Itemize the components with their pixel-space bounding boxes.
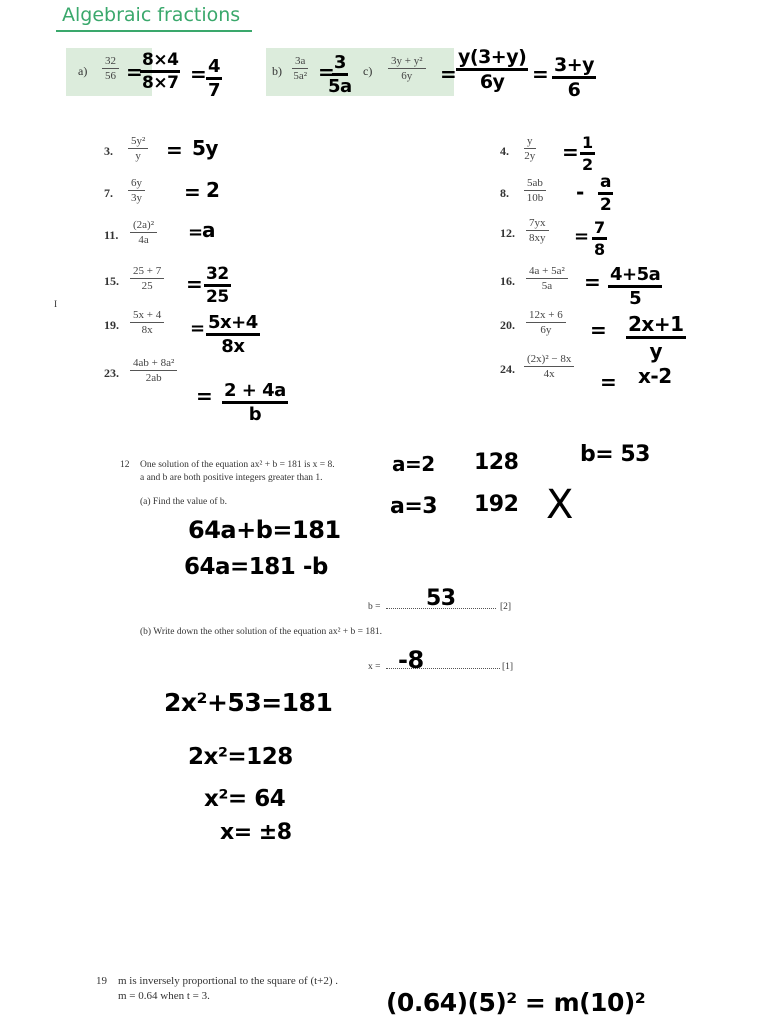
question-number: 11. (104, 228, 119, 242)
example-c-working: y(3+y) 6y (458, 46, 527, 93)
problem19-statement-2: m = 0.64 when t = 3. (118, 990, 210, 1002)
question-number: 16. (500, 274, 515, 288)
question-fraction: $\frac{\text{4a + 5a²}}{5a}$ (526, 265, 568, 292)
side-work-v1: 128 (474, 450, 519, 475)
side-work-v2: 192 (474, 492, 519, 517)
question-number: 3. (104, 144, 113, 158)
page-title: Algebraic fractions (62, 4, 241, 26)
title-underline (56, 30, 252, 32)
example-a-answer: 4 7 (208, 56, 221, 101)
side-work-b: b= 53 (580, 442, 650, 467)
example-b-answer: 3 5a (328, 52, 352, 97)
question-number: 19. (104, 318, 119, 332)
answer-equals: - (576, 180, 584, 204)
problem12-statement-2: a and b are both positive integers greater than 1. (140, 473, 323, 483)
question-fraction: $\frac{\text{(2x)² − 8x}}{4x}$ (524, 353, 574, 380)
question-answer: 5y (192, 136, 218, 160)
example-a-equals-1: = (126, 60, 143, 84)
answer-equals: = (166, 138, 183, 162)
example-c-fraction: $\frac{\text{3y + y²}}{6y}$ (388, 55, 426, 82)
working-b-line-2: 2x²=128 (188, 744, 293, 770)
question-number: 20. (500, 318, 515, 332)
answer-equals: = (196, 384, 213, 408)
working-b-line-4: x= ±8 (220, 820, 292, 845)
problem12-statement: One solution of the equation ax² + b = 181 is x = 8. (140, 460, 335, 470)
problem12-number: 12 (120, 460, 130, 470)
question-answer: 2x+1 y (628, 312, 684, 363)
question-answer: a (202, 218, 215, 242)
b-marks: [2] (500, 602, 512, 612)
example-a-equals-2: = (190, 62, 207, 86)
answer-equals: = (600, 370, 617, 394)
working-a-line-2: 64a=181 -b (184, 554, 328, 580)
answer-equals: = (562, 140, 579, 164)
x-answer-label: x = (368, 662, 381, 672)
b-answer-value: 53 (426, 586, 456, 611)
answer-equals: = (188, 222, 203, 243)
example-c-answer: 3+y 6 (554, 54, 595, 101)
question-answer: x-2 (638, 364, 672, 388)
example-a-working: 8×4 8×7 (142, 50, 179, 93)
answer-equals: = (590, 318, 607, 342)
question-fraction: $\frac{6y}{3y}$ (128, 177, 145, 204)
question-number: 4. (500, 144, 509, 158)
problem12-part-b: (b) Write down the other solution of the equation ax² + b = 181. (140, 627, 383, 637)
question-fraction: $\frac{5ab}{10b}$ (524, 177, 546, 204)
question-fraction: $\frac{5x + 4}{8x}$ (130, 309, 164, 336)
question-answer: 32 25 (206, 264, 229, 307)
question-answer: 1 2 (582, 133, 593, 174)
question-number: 7. (104, 186, 113, 200)
question-fraction: $\frac{25 + 7}{25}$ (130, 265, 164, 292)
example-b-fraction: $\frac{3a}{\text{5a²}}$ (293, 55, 308, 82)
example-c-equals-1: = (440, 62, 457, 86)
working-b-line-3: x²= 64 (204, 786, 286, 812)
x-answer-value: -8 (398, 646, 424, 674)
working-b-line-1: 2x²+53=181 (164, 688, 333, 717)
cross-mark: X (546, 482, 574, 528)
side-work-a1: a=2 (392, 452, 435, 476)
question-number: 12. (500, 226, 515, 240)
b-answer-label: b = (368, 602, 381, 612)
problem19-number: 19 (96, 975, 107, 987)
question-number: 23. (104, 366, 119, 380)
question-fraction: $\frac{\text{5y²}}{y}$ (128, 135, 148, 162)
question-fraction: $\frac{7yx}{8xy}$ (526, 217, 549, 244)
question-fraction: $\frac{\text{4ab + 8a²}}{2ab}$ (130, 357, 177, 384)
example-b-equals: = (318, 60, 335, 84)
question-answer: 4+5a 5 (610, 264, 661, 309)
answer-equals: = (184, 180, 201, 204)
question-answer: 2 + 4a b (224, 380, 286, 425)
problem19-working: (0.64)(5)² = m(10)² (386, 988, 646, 1017)
example-c-equals-2: = (532, 62, 549, 86)
example-a-fraction: $\frac{32}{56}$ (102, 55, 119, 82)
example-b-label: b) (272, 64, 282, 78)
side-work-a2: a=3 (390, 494, 438, 519)
answer-equals: = (584, 270, 601, 294)
margin-mark: I (54, 300, 58, 310)
question-answer: 7 8 (594, 218, 605, 259)
question-number: 15. (104, 274, 119, 288)
question-number: 24. (500, 362, 515, 376)
answer-equals: = (186, 272, 203, 296)
problem12-part-a: (a) Find the value of b. (140, 497, 228, 507)
question-number: 8. (500, 186, 509, 200)
answer-equals: = (190, 318, 205, 339)
answer-equals: = (574, 226, 589, 247)
question-fraction: $\frac{y}{2y}$ (524, 135, 536, 162)
question-answer: 5x+4 8x (208, 312, 258, 357)
working-a-line-1: 64a+b=181 (188, 516, 341, 544)
question-fraction: $\frac{12x + 6}{6y}$ (526, 309, 566, 336)
x-marks: [1] (502, 662, 514, 672)
problem19-statement: m is inversely proportional to the square of (t+2) . (118, 975, 339, 987)
question-fraction: $\frac{\text{(2a)²}}{4a}$ (130, 219, 157, 246)
question-answer: 2 (206, 178, 220, 202)
question-answer: a 2 (599, 172, 612, 215)
example-c-label: c) (363, 64, 373, 78)
example-a-label: a) (78, 64, 88, 78)
